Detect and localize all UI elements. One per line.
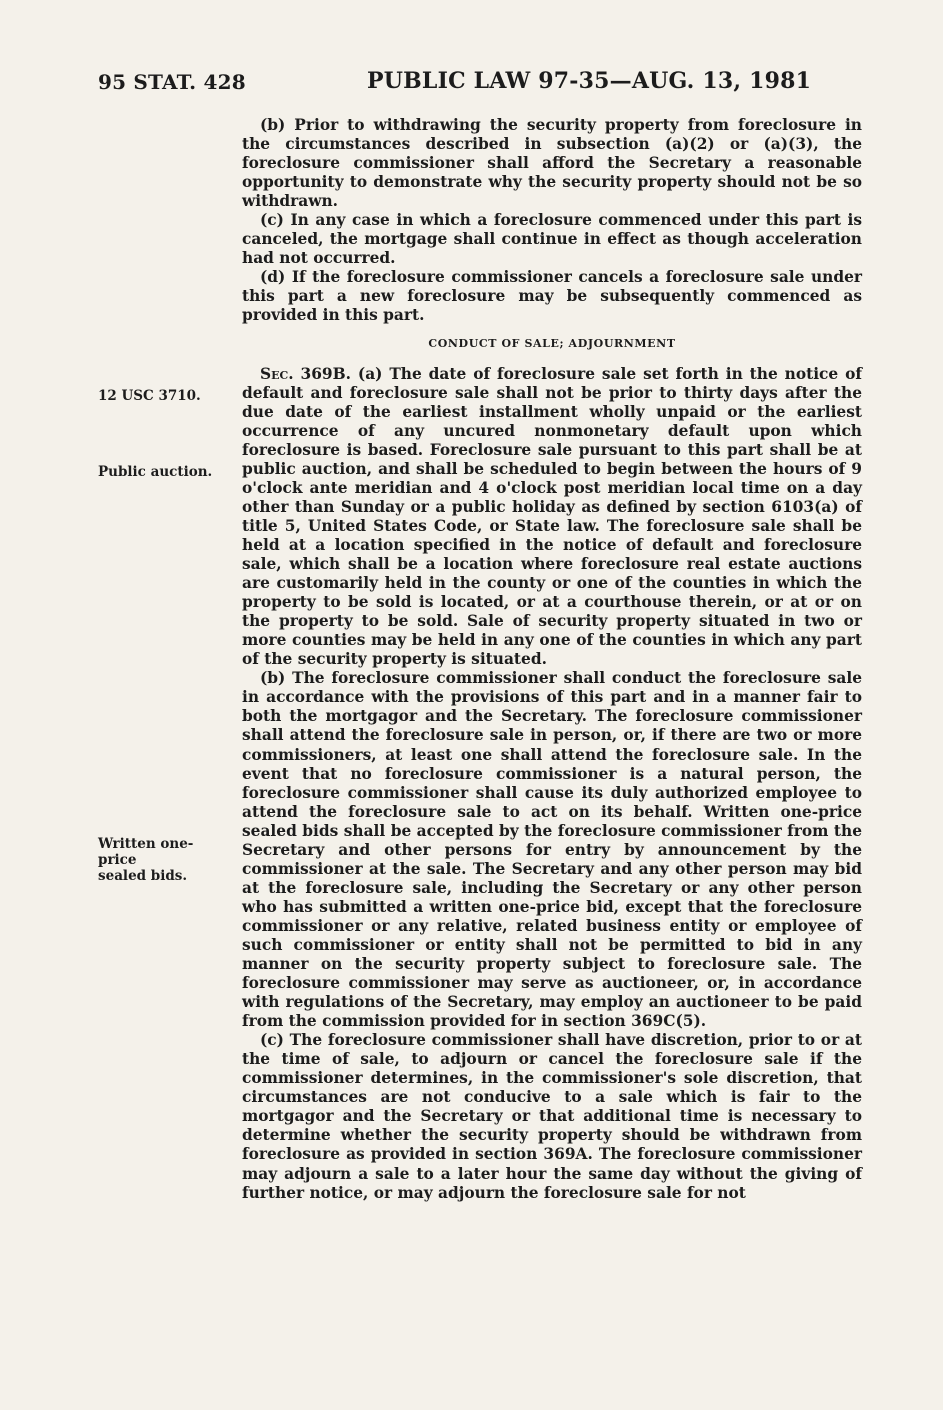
margin-note-public-auction: Public auction. bbox=[98, 464, 213, 480]
sec-a-text: (a) The date of foreclosure sale set forth in the notice of default and foreclosure sale shall not be prior to thirty days after the due date of the earliest installment wholly unpaid or the earliest occurrence of any uncured nonmonetary default upon which foreclosure is based. Foreclosure sale pursuant to this part shall be at public auction, and shall be scheduled to begin between the hours of 9 o'clock ante meridian and 4 o'clock post meridian local time on a day other than Sunday or a public holiday as defined by section 6103(a) of title 5, United States Code, or State law. The foreclosure sale shall be held at a location specified in the notice of default and foreclosure sale, which shall be a location where foreclosure real estate auctions are customarily held in the county or one of the counties in which the property to be sold is located, or at a courthouse therein, or at or on the property to be sold. Sale of security property situated in two or more counties may be held in any one of the counties in which any part of the security property is situated. bbox=[242, 364, 863, 669]
margin-note-line: price bbox=[98, 852, 137, 868]
law-title-header: PUBLIC LAW 97-35—AUG. 13, 1981 bbox=[367, 68, 812, 94]
margin-note-line: sealed bids. bbox=[98, 868, 188, 884]
section-label: Sec. 369B. bbox=[260, 364, 352, 383]
paragraph-d-cancels: (d) If the foreclosure commissioner cancels a foreclosure sale under this part a new foreclosure may be subsequently commenced as provided in this part. bbox=[242, 268, 862, 325]
section-heading: CONDUCT OF SALE; ADJOURNMENT bbox=[428, 336, 676, 350]
margin-note-written-bids bbox=[98, 836, 193, 884]
main-text-column bbox=[242, 116, 862, 1203]
margin-note-usc: 12 USC 3710. bbox=[98, 388, 201, 404]
stat-page-number: 95 STAT. 428 bbox=[98, 70, 246, 94]
paragraph-c-canceled: (c) In any case in which a foreclosure commenced under this part is canceled, the mortgage shall continue in effect as though acceleration had not occurred. bbox=[242, 211, 862, 268]
paragraph-sec-369b-a bbox=[242, 365, 862, 670]
paragraph-b-withdraw: (b) Prior to withdrawing the security property from foreclosure in the circumstances described in subsection (a)(2) or (a)(3), the foreclosure commissioner shall afford the Secretary a reasonable opportunity to demonstrate why the security property should not be so withdrawn. bbox=[242, 116, 862, 211]
margin-note-line: Written one- bbox=[98, 836, 194, 852]
paragraph-sec-369b-b: (b) The foreclosure commissioner shall conduct the foreclosure sale in accordance with the provisions of this part and in a manner fair to both the mortgagor and the Secretary. The foreclosure commissioner shall attend the foreclosure sale in person, or, if there are two or more commissioners, at least one shall attend the foreclosure sale. In the event that no foreclosure commissioner is a natural person, the foreclosure commissioner shall cause its duly authorized employee to attend the foreclosure sale to act on its behalf. Written one-price sealed bids shall be accepted by the foreclosure commissioner from the Secretary and other persons for entry by announcement by the commissioner at the sale. The Secretary and any other person may bid at the foreclosure sale, including the Secretary or any other person who has submitted a written one-price bid, except that the foreclosure commissioner or any relative, related business entity or employee of such commissioner or entity shall not be permitted to bid in any manner on the security property subject to foreclosure sale. The foreclosure commissioner may serve as auctioneer, or, in accordance with regulations of the Secretary, may employ an auctioneer to be paid from the commission provided for in section 369C(5). bbox=[242, 669, 862, 1031]
paragraph-sec-369b-c: (c) The foreclosure commissioner shall have discretion, prior to or at the time of sale, to adjourn or cancel the foreclosure sale if the commissioner determines, in the commissioner's sole discretion, that circumstances are not conducive to a sale which is fair to the mortgagor and the Secretary or that additional time is necessary to determine whether the security property should be withdrawn from foreclosure as provided in section 369A. The foreclosure commissioner may adjourn a sale to a later hour the same day without the giving of further notice, or may adjourn the foreclosure sale for not bbox=[242, 1031, 862, 1202]
